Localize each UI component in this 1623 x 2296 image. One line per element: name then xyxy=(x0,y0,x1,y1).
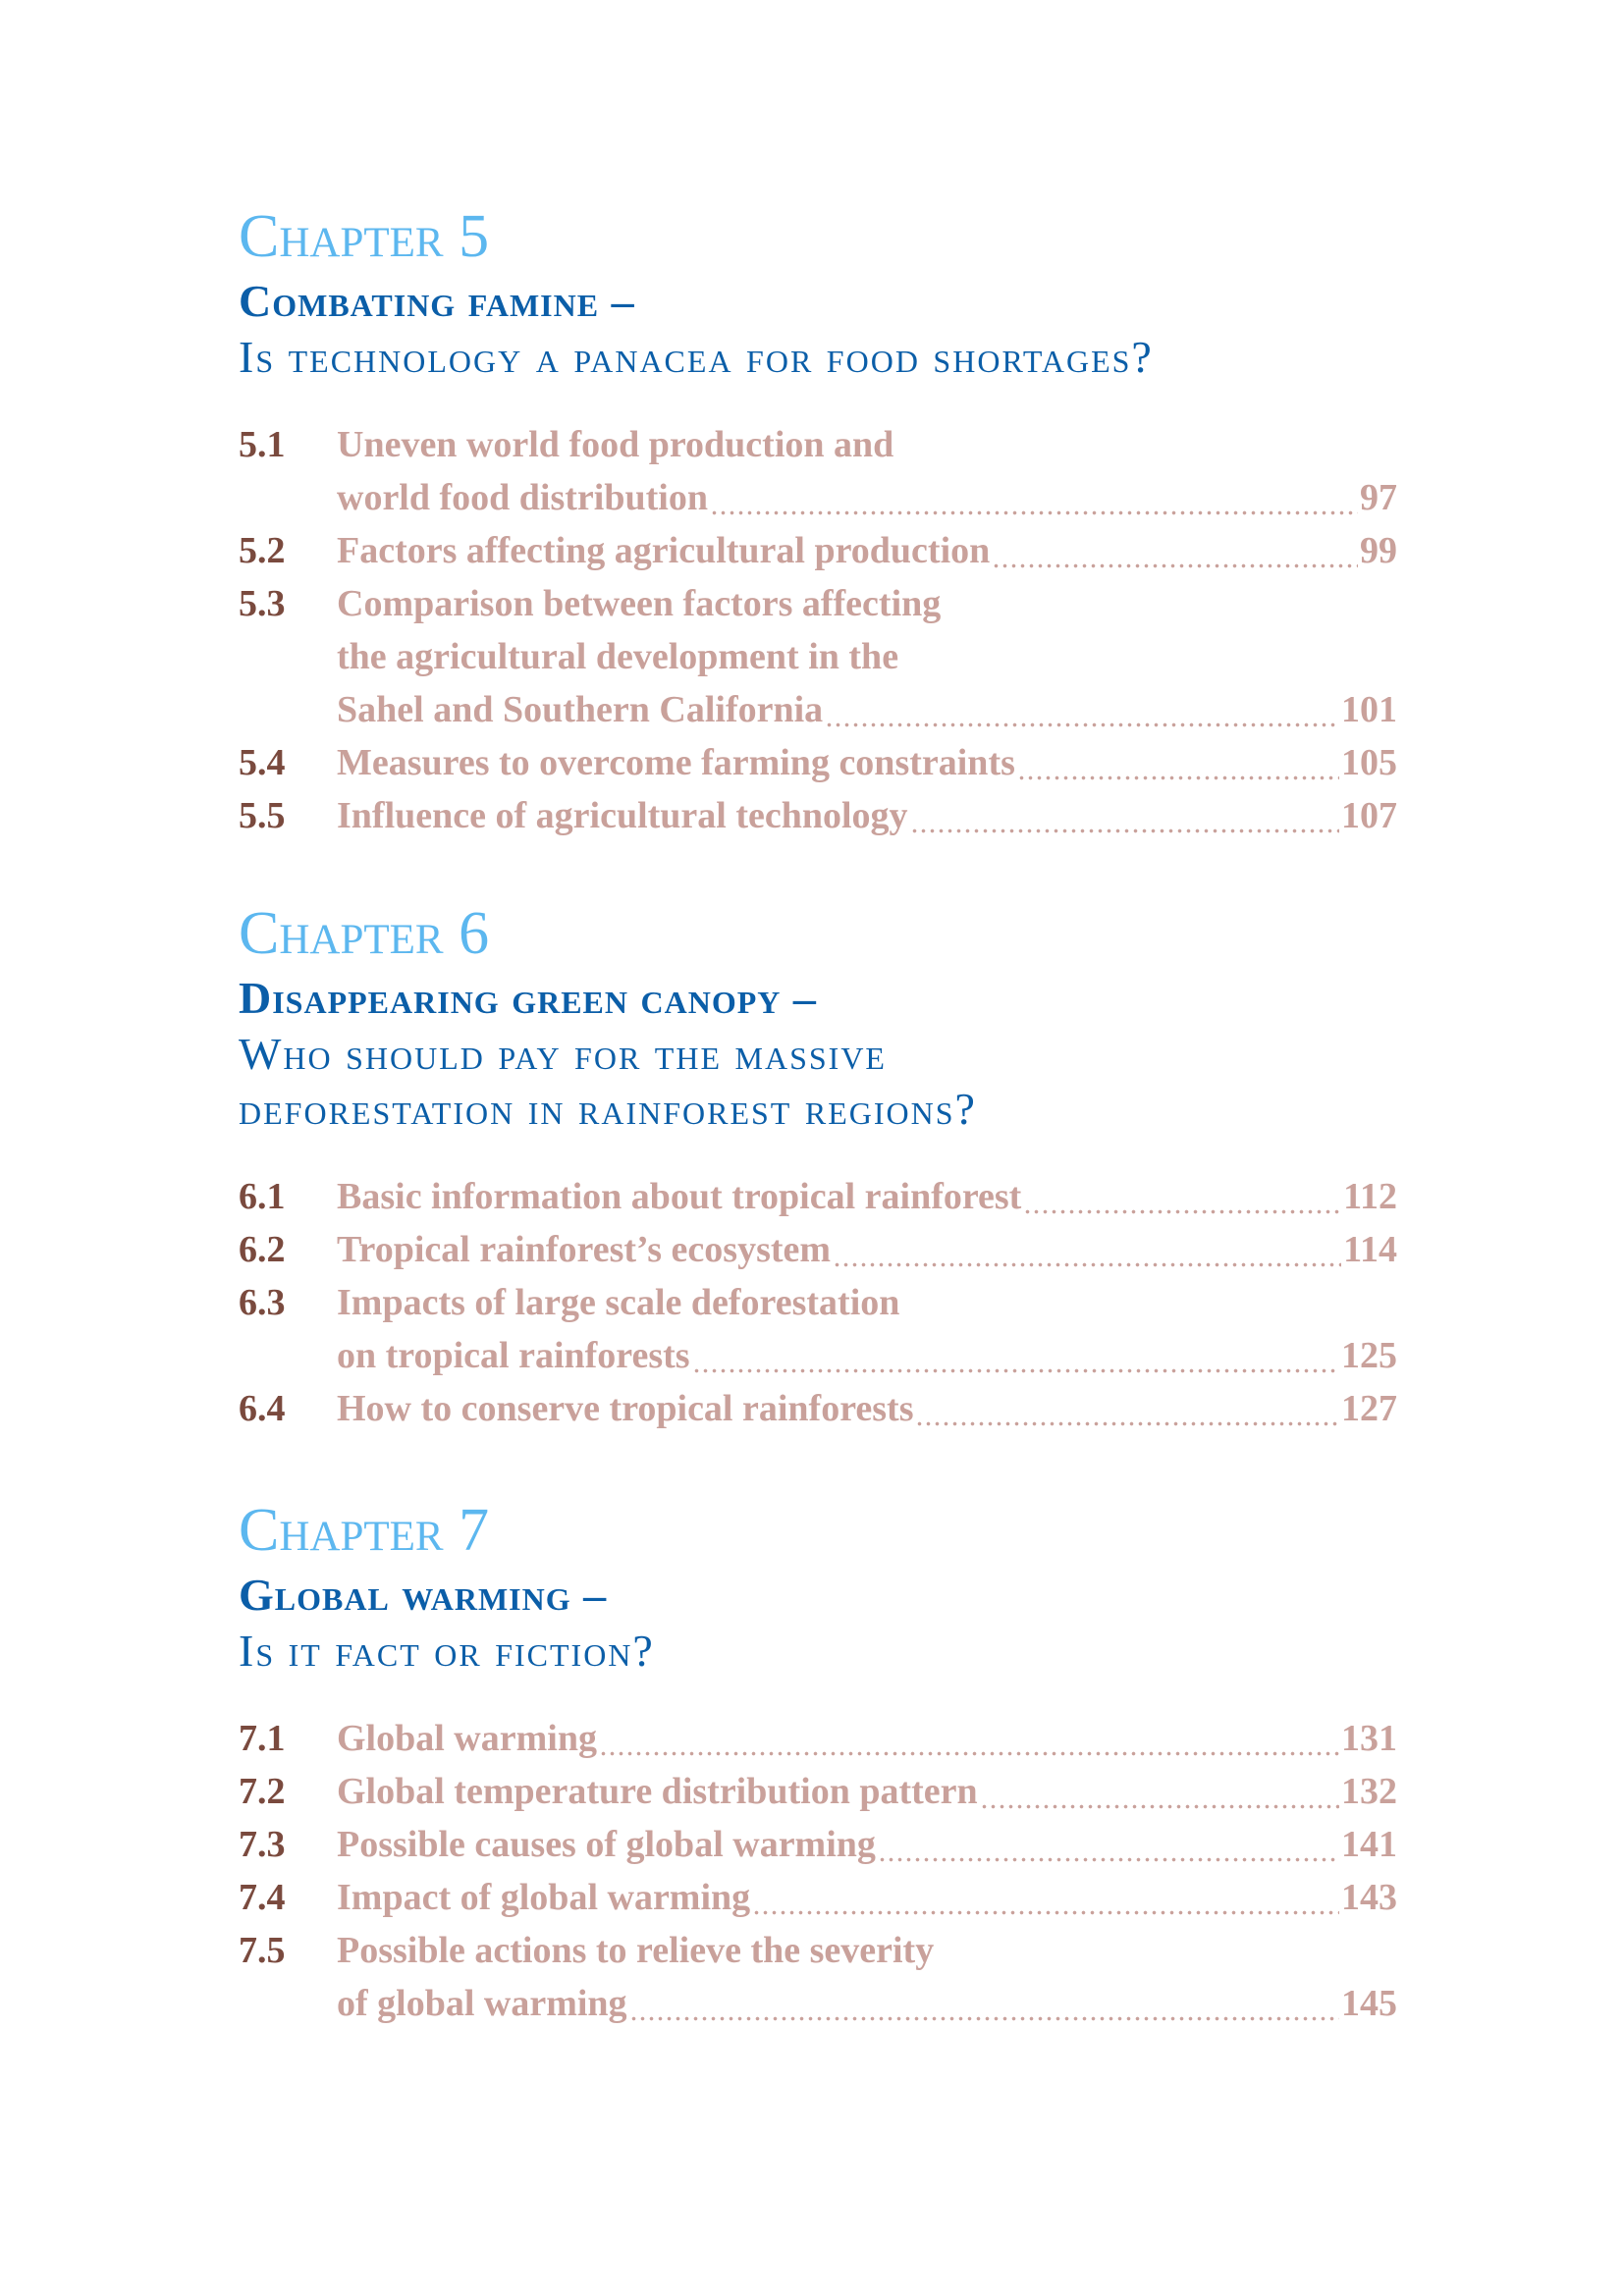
toc-entry[interactable] xyxy=(239,1170,1397,1223)
toc-entry[interactable] xyxy=(239,789,1397,842)
section-title: Comparison between factors affecting xyxy=(337,583,942,624)
page-number: 97 xyxy=(1360,477,1397,518)
chapter-title: Combating famine – xyxy=(239,276,635,326)
section-number: 5.5 xyxy=(239,795,286,836)
dot-leader xyxy=(710,471,1358,524)
dot-leader xyxy=(599,1712,1339,1765)
section-title: Global temperature distribution pattern xyxy=(337,1771,978,1812)
dot-leader xyxy=(980,1765,1339,1818)
section-title: of global warming xyxy=(337,1983,627,2024)
toc-entry[interactable] xyxy=(239,736,1397,789)
entry-list xyxy=(239,1712,1397,2030)
page-number: 131 xyxy=(1341,1718,1397,1759)
toc-entry[interactable] xyxy=(239,418,1397,524)
page-number: 107 xyxy=(1341,795,1397,836)
page-number: 141 xyxy=(1341,1824,1397,1865)
section-title: Uneven world food production and xyxy=(337,424,894,465)
section-title: How to conserve tropical rainforests xyxy=(337,1388,914,1429)
page-number: 112 xyxy=(1343,1176,1397,1217)
toc-entry[interactable] xyxy=(239,524,1397,577)
chapter-section xyxy=(239,1497,1397,2030)
section-number: 6.4 xyxy=(239,1388,286,1429)
dot-leader xyxy=(825,683,1339,736)
page-number: 132 xyxy=(1341,1771,1397,1812)
section-title: Factors affecting agricultural production xyxy=(337,530,991,571)
page-number: 145 xyxy=(1341,1983,1397,2024)
section-title: world food distribution xyxy=(337,477,708,518)
section-number: 6.3 xyxy=(239,1282,286,1323)
section-number: 6.2 xyxy=(239,1229,286,1270)
page-number: 127 xyxy=(1341,1388,1397,1429)
dot-leader xyxy=(1017,736,1339,789)
page-number: 105 xyxy=(1341,742,1397,783)
page-number: 99 xyxy=(1360,530,1397,571)
dot-leader xyxy=(692,1329,1339,1382)
section-title: Possible actions to relieve the severity xyxy=(337,1930,935,1971)
toc-entry[interactable] xyxy=(239,1382,1397,1435)
page-number: 125 xyxy=(1341,1335,1397,1376)
dot-leader xyxy=(992,524,1358,577)
toc-entry[interactable] xyxy=(239,1712,1397,1765)
section-number: 7.3 xyxy=(239,1824,286,1865)
dot-leader xyxy=(629,1977,1339,2030)
entry-list xyxy=(239,418,1397,842)
toc-entry[interactable] xyxy=(239,1765,1397,1818)
section-number: 5.1 xyxy=(239,424,286,465)
section-number: 7.5 xyxy=(239,1930,286,1971)
dot-leader xyxy=(910,789,1339,842)
entry-list xyxy=(239,1170,1397,1435)
section-number: 7.4 xyxy=(239,1877,286,1918)
page-number: 143 xyxy=(1341,1877,1397,1918)
chapter-label: Chapter 5 xyxy=(239,203,490,270)
toc-entry[interactable] xyxy=(239,1871,1397,1924)
section-title: Basic information about tropical rainforest xyxy=(337,1176,1022,1217)
dot-leader xyxy=(752,1871,1339,1924)
chapter-section xyxy=(239,203,1397,842)
section-number: 5.3 xyxy=(239,583,286,624)
toc-entry[interactable] xyxy=(239,577,1397,736)
section-number: 7.2 xyxy=(239,1771,286,1812)
chapter-subtitle: Is technology a panacea for food shortages? xyxy=(239,332,1154,382)
dot-leader xyxy=(1023,1170,1341,1223)
section-number: 6.1 xyxy=(239,1176,286,1217)
section-title: Sahel and Southern California xyxy=(337,689,824,730)
section-title: on tropical rainforests xyxy=(337,1335,690,1376)
page-number: 101 xyxy=(1341,689,1397,730)
chapter-label: Chapter 6 xyxy=(239,900,490,967)
section-number: 7.1 xyxy=(239,1718,286,1759)
chapter-subtitle: Who should pay for the massive xyxy=(239,1029,887,1079)
toc-entry[interactable] xyxy=(239,1223,1397,1276)
toc-entry[interactable] xyxy=(239,1924,1397,2030)
section-title: Measures to overcome farming constraints xyxy=(337,742,1015,783)
toc-entry[interactable] xyxy=(239,1818,1397,1871)
chapter-title: Disappearing green canopy – xyxy=(239,973,817,1023)
toc-entry[interactable] xyxy=(239,1276,1397,1382)
chapter-label: Chapter 7 xyxy=(239,1497,490,1564)
chapter-subtitle: Is it fact or fiction? xyxy=(239,1626,655,1676)
dot-leader xyxy=(915,1382,1339,1435)
section-title: the agricultural development in the xyxy=(337,636,899,677)
section-title: Influence of agricultural technology xyxy=(337,795,908,836)
section-title: Tropical rainforest’s ecosystem xyxy=(337,1229,832,1270)
section-title: Impacts of large scale deforestation xyxy=(337,1282,900,1323)
section-title: Global warming xyxy=(337,1718,597,1759)
section-title: Possible causes of global warming xyxy=(337,1824,876,1865)
section-number: 5.4 xyxy=(239,742,286,783)
chapter-section xyxy=(239,900,1397,1435)
section-title: Impact of global warming xyxy=(337,1877,751,1918)
chapter-title: Global warming – xyxy=(239,1570,608,1620)
dot-leader xyxy=(833,1223,1341,1276)
dot-leader xyxy=(878,1818,1339,1871)
chapter-subtitle: deforestation in rainforest regions? xyxy=(239,1084,977,1134)
section-number: 5.2 xyxy=(239,530,286,571)
page-number: 114 xyxy=(1343,1229,1397,1270)
